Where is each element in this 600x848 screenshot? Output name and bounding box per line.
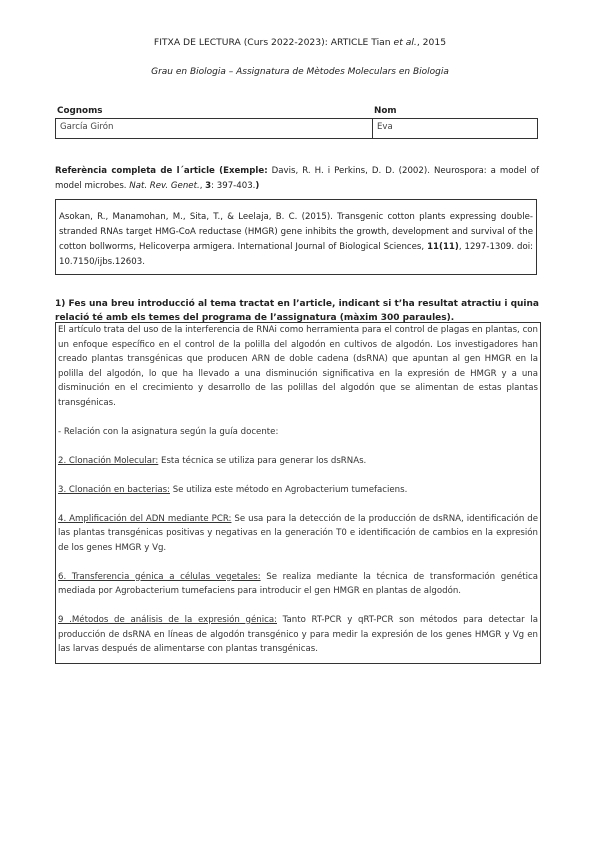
answer-intro: El artículo trata del uso de la interferencia de RNAi como herramienta para el control de plagas en plantas, con un enfoque específico en el control de la polilla del algodón en cultivos de algodón. Los investigadores han creado plantas transgénicas que producen ARN de doble cadena (dsRNA) que apuntan al gen HMGR en la polilla del algodón, lo que ha llevado a una disminución significativa en la expresión de HMGR y a una disminución en el crecimiento y desarrollo de las polillas del algodón que se alimentan de estas plantas transgénicas. [58,325,538,408]
item-text: Se usa para la detección de la producción de dsRNA, identificación de las plantas transgénicas positivas y negativas en la generación T0 e identificación de cambios en la expresión de los genes HMGR y Vg. [58,513,538,553]
item-title: 2. Clonación Molecular: [58,455,159,466]
name-label: Nom [374,106,397,116]
item-text: Se utiliza este método en Agrobacterium tumefaciens. [169,484,408,495]
example-journal: Nat. Rev. Genet. [129,181,200,191]
title-text: FITXA DE LECTURA (Curs 2022-2023): ARTICLE Tian [153,37,394,48]
reference-label: Referència completa de l´article (Exemple: [55,166,268,176]
relation-item [58,570,538,599]
item-text: Se realiza mediante la técnica de transformación genética mediada por Agrobacterium tumefaciens para introducir el gen HMGR en plantas de algodón. [58,571,538,596]
item-text: Esta técnica se utiliza para generar los dsRNAs. [158,455,367,466]
example-pages: : 397-403. [211,181,256,191]
document-subtitle: Grau en Biologia – Assignatura de Mètodes Moleculars en Biologia [151,67,449,77]
surname-label: Cognoms [57,106,103,116]
reference-instructions [55,164,539,194]
item-title: 6. Transferencia génica a células vegetales: [58,571,261,582]
title-suffix: , 2015 [416,37,447,48]
citation-volume: 11(11) [427,242,459,252]
example-volume: 3 [205,181,212,191]
relation-item [58,512,538,556]
citation-end: , 1297-1309. doi: 10.7150/ijbs.12603. [59,242,533,267]
example-close: ) [255,181,260,191]
item-title: 4. Amplificación del ADN mediante PCR: [58,513,232,524]
relation-heading: - Relación con la asignatura según la guía docente: [58,426,279,437]
item-text: Tanto RT-PCR y qRT-PCR son métodos para detectar la producción de dsRNA en líneas de algodón transgénico y para medir la expresión de los genes HMGR y Vg en las larvas después de alimentarse con plantas transgénicas. [58,615,538,654]
citation-text: Asokan, R., Manamohan, M., Sita, T., & Leelaja, B. C. (2015). Transgenic cotton plants expressing double-stranded RNAs target HMG-CoA reductase (HMGR) gene inhibits the growth, development and survival of the cotton bollworms, Helicoverpa armigera. International Journal of Biological Sciences, [59,212,533,252]
example-sep: , [199,181,206,191]
title-italic: et al. [393,37,417,48]
reference-box[interactable] [55,199,537,275]
item-title: 9 .Métodos de análisis de la expresión génica: [58,615,277,625]
relation-item [58,454,538,469]
example-text: Davis, R. H. i Perkins, D. D. (2002). Neurospora: a model of model microbes. [55,166,539,191]
item-title: 3. Clonación en bacterias: [58,484,170,495]
question-1-prompt: 1) Fes una breu introducció al tema tractat en l’article, indicant si t’ha resultat atractiu i quina relació té amb els temes del programa de l’assignatura (màxim 300 paraules). [55,299,539,323]
answer-box[interactable] [55,322,541,664]
relation-item [58,613,538,657]
document-title [0,37,600,48]
relation-item [58,483,538,498]
surname-field[interactable]: García Girón [56,119,373,138]
name-field[interactable]: Eva [377,122,393,132]
student-name-table [55,118,538,139]
